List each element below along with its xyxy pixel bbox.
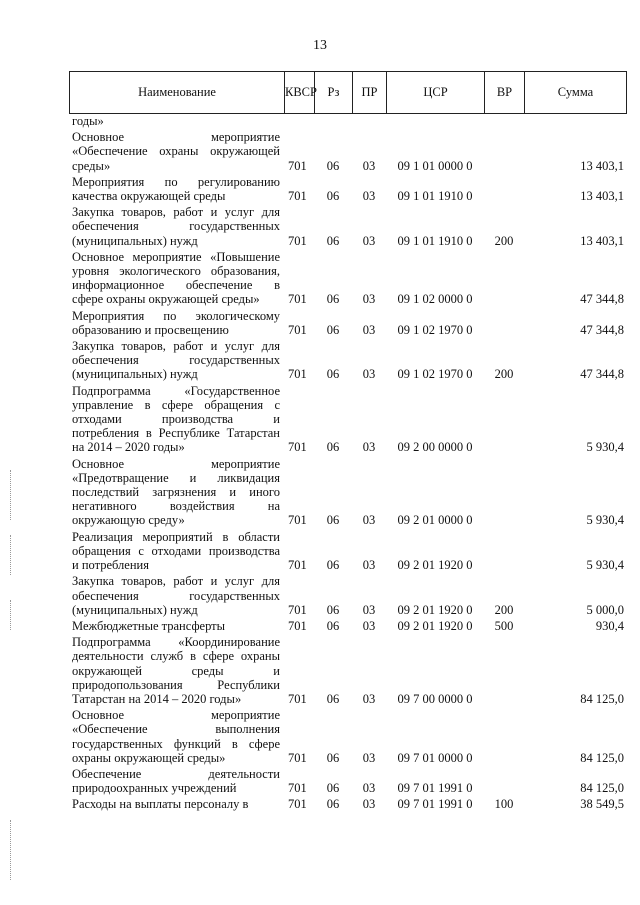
row-name [69, 708, 284, 765]
row-pr: 03 [362, 602, 376, 617]
row-pr: 03 [362, 367, 376, 382]
row-rz: 06 [326, 781, 340, 796]
row-name-line: Закупка товаров, работ и услуг для [72, 339, 280, 354]
row-name-line: окружающую среду» [72, 513, 185, 528]
table-header [69, 71, 627, 114]
row-name-line: (муниципальных) нужд [72, 233, 198, 248]
row-pr: 03 [362, 322, 376, 337]
row-vr: 500 [494, 618, 514, 633]
row-name-line: качества окружающей среды [72, 189, 226, 204]
row-name-line: Реализация мероприятий в области [72, 529, 280, 544]
row-name-line: охраны окружающей среды» [72, 750, 226, 765]
row-name-line: Обеспечение деятельности [72, 766, 280, 781]
row-rz: 06 [326, 233, 340, 248]
row-rz: 06 [326, 440, 340, 455]
row-name-line: образованию и просвещению [72, 322, 229, 337]
row-name-line: Межбюджетные трансферты [72, 618, 226, 633]
row-name-line: и потребления [72, 558, 149, 573]
row-name [69, 175, 284, 203]
row-sum: 5 930,4 [586, 513, 624, 528]
table-row [69, 114, 626, 128]
table-row [69, 384, 626, 455]
row-pr: 03 [362, 618, 376, 633]
row-rz: 06 [326, 158, 340, 173]
row-name-line: Основное мероприятие [72, 708, 280, 723]
row-pr: 03 [362, 558, 376, 573]
row-name-line: природоохранных учреждений [72, 781, 237, 796]
row-csr: 09 7 01 1991 0 [397, 781, 473, 796]
row-name [69, 114, 284, 128]
row-name-line: обеспечения государственных [72, 353, 280, 368]
column-header-name: Наименование [70, 72, 285, 114]
row-sum: 38 549,5 [580, 797, 624, 812]
table-row [69, 619, 626, 633]
row-name [69, 339, 284, 382]
row-pr: 03 [362, 750, 376, 765]
column-header-rz: Рз [315, 72, 353, 114]
table-row [69, 635, 626, 706]
row-csr: 09 1 02 0000 0 [397, 292, 473, 307]
row-csr: 09 7 01 1991 0 [397, 797, 473, 812]
row-name-line: Мероприятия по регулированию [72, 174, 280, 189]
row-name [69, 530, 284, 573]
row-kvsr: 701 [288, 558, 307, 573]
row-rz: 06 [326, 322, 340, 337]
row-name-line: Основное мероприятие «Повышение [72, 249, 280, 264]
row-rz: 06 [326, 691, 340, 706]
row-name-line: (муниципальных) нужд [72, 367, 198, 382]
table-row [69, 309, 626, 337]
row-rz: 06 [326, 750, 340, 765]
table-row [69, 205, 626, 248]
row-kvsr: 701 [288, 781, 307, 796]
row-name-line: Расходы на выплаты персоналу в [72, 797, 249, 812]
column-header-vr: ВР [485, 72, 525, 114]
row-csr: 09 1 02 1970 0 [397, 367, 473, 382]
row-csr: 09 2 01 1920 0 [397, 558, 473, 573]
row-rz: 06 [326, 797, 340, 812]
row-name-line: Подпрограмма «Координирование [72, 635, 280, 650]
row-name-line: обеспечения государственных [72, 219, 280, 234]
row-csr: 09 7 01 0000 0 [397, 750, 473, 765]
row-vr: 200 [494, 602, 514, 617]
column-header-pr: ПР [353, 72, 387, 114]
row-name-line: последствий загрязнения и иного [72, 485, 280, 500]
row-name-line: «Предотвращение и ликвидация [72, 470, 280, 485]
row-sum: 47 344,8 [580, 292, 624, 307]
row-sum: 13 403,1 [580, 233, 624, 248]
row-name-line: информационное обеспечение в [72, 278, 280, 293]
row-name-line: годы» [72, 114, 104, 128]
row-name-line: государственных функций в сфере [72, 736, 280, 751]
row-vr: 100 [494, 797, 514, 812]
table-row [69, 130, 626, 173]
row-sum: 47 344,8 [580, 367, 624, 382]
row-name-line: негативного воздействия на [72, 499, 280, 514]
row-sum: 84 125,0 [580, 750, 624, 765]
row-rz: 06 [326, 292, 340, 307]
table-row [69, 175, 626, 203]
row-pr: 03 [362, 440, 376, 455]
row-name-line: деятельности служб в сфере охраны [72, 649, 280, 664]
row-kvsr: 701 [288, 797, 307, 812]
row-sum: 5 000,0 [586, 602, 624, 617]
row-name [69, 205, 284, 248]
row-name-line: природопользования Республики [72, 677, 280, 692]
row-csr: 09 2 01 1920 0 [397, 618, 473, 633]
row-pr: 03 [362, 292, 376, 307]
row-name-line: Мероприятия по экологическому [72, 308, 280, 323]
page-number: 13 [313, 38, 327, 53]
row-csr: 09 1 01 0000 0 [397, 158, 473, 173]
table-row [69, 457, 626, 528]
row-name [69, 797, 284, 811]
column-header-sum: Сумма [525, 72, 627, 114]
row-kvsr: 701 [288, 189, 307, 204]
row-sum: 13 403,1 [580, 158, 624, 173]
row-name-line: окружающей среды и [72, 663, 280, 678]
table-row [69, 250, 626, 307]
row-name-line: «Обеспечение охраны окружающей [72, 144, 280, 159]
row-kvsr: 701 [288, 602, 307, 617]
column-header-csr: ЦСР [387, 72, 485, 114]
row-sum: 84 125,0 [580, 781, 624, 796]
row-name-line: обращения с отходами производства [72, 543, 280, 558]
row-name [69, 457, 284, 528]
row-name [69, 767, 284, 795]
table-row [69, 339, 626, 382]
row-name [69, 574, 284, 617]
row-name [69, 250, 284, 307]
scan-margin-mark [10, 470, 13, 520]
row-name-line: среды» [72, 158, 111, 173]
row-name-line: «Обеспечение выполнения [72, 722, 280, 737]
row-rz: 06 [326, 513, 340, 528]
row-pr: 03 [362, 781, 376, 796]
row-vr: 200 [494, 233, 514, 248]
row-csr: 09 1 01 1910 0 [397, 233, 473, 248]
row-name-line: Подпрограмма «Государственное [72, 383, 280, 398]
row-kvsr: 701 [288, 367, 307, 382]
row-name [69, 619, 284, 633]
row-pr: 03 [362, 189, 376, 204]
row-name [69, 384, 284, 455]
table-row [69, 767, 626, 795]
scan-margin-mark [10, 600, 13, 630]
row-name-line: управление в сфере обращения с [72, 397, 280, 412]
row-kvsr: 701 [288, 750, 307, 765]
row-name-line: на 2014 – 2020 годы» [72, 440, 185, 455]
row-sum: 84 125,0 [580, 691, 624, 706]
row-sum: 13 403,1 [580, 189, 624, 204]
row-rz: 06 [326, 618, 340, 633]
row-kvsr: 701 [288, 158, 307, 173]
row-kvsr: 701 [288, 440, 307, 455]
row-kvsr: 701 [288, 691, 307, 706]
row-csr: 09 2 01 1920 0 [397, 602, 473, 617]
row-name-line: обеспечения государственных [72, 588, 280, 603]
row-pr: 03 [362, 797, 376, 812]
table-row [69, 708, 626, 765]
row-pr: 03 [362, 158, 376, 173]
table-body [69, 114, 626, 812]
row-csr: 09 2 01 0000 0 [397, 513, 473, 528]
row-vr: 200 [494, 367, 514, 382]
table-row [69, 797, 626, 811]
row-pr: 03 [362, 233, 376, 248]
row-name [69, 635, 284, 706]
row-name-line: уровня экологического образования, [72, 264, 280, 279]
row-name-line: Основное мероприятие [72, 130, 280, 145]
row-kvsr: 701 [288, 292, 307, 307]
row-name-line: Основное мероприятие [72, 456, 280, 471]
row-name-line: Закупка товаров, работ и услуг для [72, 574, 280, 589]
column-header-kvsr: КВСР [285, 72, 315, 114]
row-sum: 47 344,8 [580, 322, 624, 337]
row-rz: 06 [326, 602, 340, 617]
row-name-line: отходами производства и [72, 412, 280, 427]
row-rz: 06 [326, 189, 340, 204]
row-csr: 09 2 00 0000 0 [397, 440, 473, 455]
row-sum: 5 930,4 [586, 440, 624, 455]
row-name-line: Татарстан на 2014 – 2020 годы» [72, 691, 242, 706]
table-row [69, 574, 626, 617]
row-kvsr: 701 [288, 322, 307, 337]
row-pr: 03 [362, 513, 376, 528]
row-name-line: (муниципальных) нужд [72, 602, 198, 617]
scan-margin-mark [10, 535, 13, 575]
row-name [69, 130, 284, 173]
row-kvsr: 701 [288, 618, 307, 633]
row-name-line: Закупка товаров, работ и услуг для [72, 205, 280, 220]
row-kvsr: 701 [288, 233, 307, 248]
row-rz: 06 [326, 367, 340, 382]
row-name [69, 309, 284, 337]
scan-margin-mark [10, 820, 13, 880]
row-pr: 03 [362, 691, 376, 706]
row-csr: 09 1 01 1910 0 [397, 189, 473, 204]
row-name-line: сфере охраны окружающей среды» [72, 292, 260, 307]
row-kvsr: 701 [288, 513, 307, 528]
row-name-line: потребления в Республике Татарстан [72, 426, 280, 441]
row-csr: 09 1 02 1970 0 [397, 322, 473, 337]
row-csr: 09 7 00 0000 0 [397, 691, 473, 706]
table-row [69, 530, 626, 573]
row-sum: 930,4 [595, 618, 624, 633]
row-sum: 5 930,4 [586, 558, 624, 573]
row-rz: 06 [326, 558, 340, 573]
